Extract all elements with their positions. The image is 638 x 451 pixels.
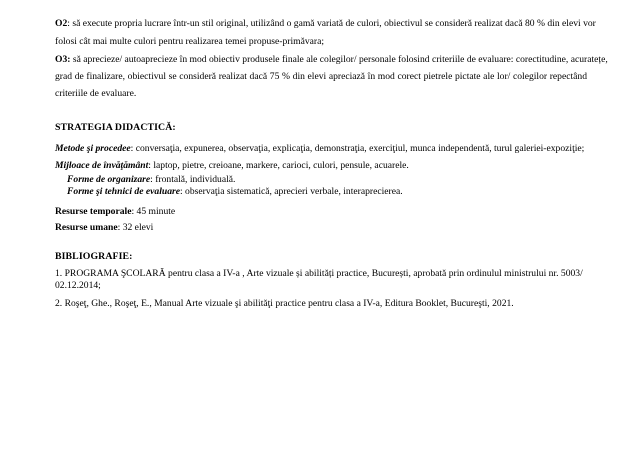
objective-o3-text-1: să aprecieze/ autoaprecieze în mod obiectiv produsele finale ale colegilor/ personale folosind criteriile de evaluare: corectitudine, acuratețe,: [70, 54, 608, 65]
organization-forms-line: [67, 174, 235, 186]
organization-forms-label: Forme de organizare: [67, 174, 151, 185]
evaluation-forms-line: [67, 186, 403, 198]
objective-o2-text-1: : să execute propria lucrare într-un stil original, utilizând o gamă variată de culori, obiectivul se consideră realizat dacă 80 % din elevi vor: [67, 18, 596, 29]
methods-text: : conversaţia, expunerea, observaţia, explicaţia, demonstraţia, exerciţiul, munca independentă, turul galeriei-expoziţie;: [130, 143, 585, 154]
objective-o2-line-1: [55, 18, 596, 30]
human-resources-label: Resurse umane: [55, 222, 118, 233]
strategy-heading: STRATEGIA DIDACTICĂ:: [55, 122, 176, 133]
objective-o2-label: O2: [55, 18, 68, 29]
methods-label: Metode şi procedee: [55, 143, 131, 154]
evaluation-forms-text: : observaţia sistematică, aprecieri verbale, interaprecierea.: [179, 186, 403, 197]
means-line: [55, 160, 409, 172]
human-resources-text: : 32 elevi: [117, 222, 154, 233]
organization-forms-text: : frontală, individuală.: [150, 174, 236, 185]
bibliography-item-2: 2. Roşeţ, Ghe., Roşeţ, E., Manual Arte vizuale şi abilităţi practice pentru clasa a IV-a, Editura Booklet, Bucureşti, 2021.: [55, 298, 514, 309]
objective-o3-line-3: criteriile de evaluare.: [55, 88, 137, 99]
time-resources-line: [55, 206, 175, 218]
time-resources-text: : 45 minute: [131, 206, 176, 217]
evaluation-forms-label: Forme şi tehnici de evaluare: [67, 186, 180, 197]
bibliography-item-1-line-1: 1. PROGRAMA ŞCOLARĂ pentru clasa a IV-a , Arte vizuale și abilități practice, București, aprobată prin ordinulul ministrului nr. 5003/: [55, 268, 583, 279]
human-resources-line: [55, 222, 153, 234]
bibliography-heading: BIBLIOGRAFIE:: [55, 251, 133, 262]
means-label: Mijloace de învăţământ: [55, 160, 149, 171]
means-text: : laptop, pietre, creioane, markere, carioci, culori, pensule, acuarele.: [148, 160, 409, 171]
time-resources-label: Resurse temporale: [55, 206, 132, 217]
bibliography-item-1-line-2: 02.12.2014;: [55, 280, 101, 291]
objective-o3-line-2: grad de finalizare, obiectivul se consideră realizat dacă 75 % din elevi apreciază în mod corect pietrele pictate ale lor/ colegilor repectând: [55, 71, 587, 82]
objective-o3-label: O3:: [55, 54, 71, 65]
objective-o3-line-1: [55, 54, 608, 66]
objective-o2-line-2: folosi cât mai multe culori pentru realizarea temei propuse-primăvara;: [55, 36, 325, 47]
methods-line: [55, 143, 584, 155]
